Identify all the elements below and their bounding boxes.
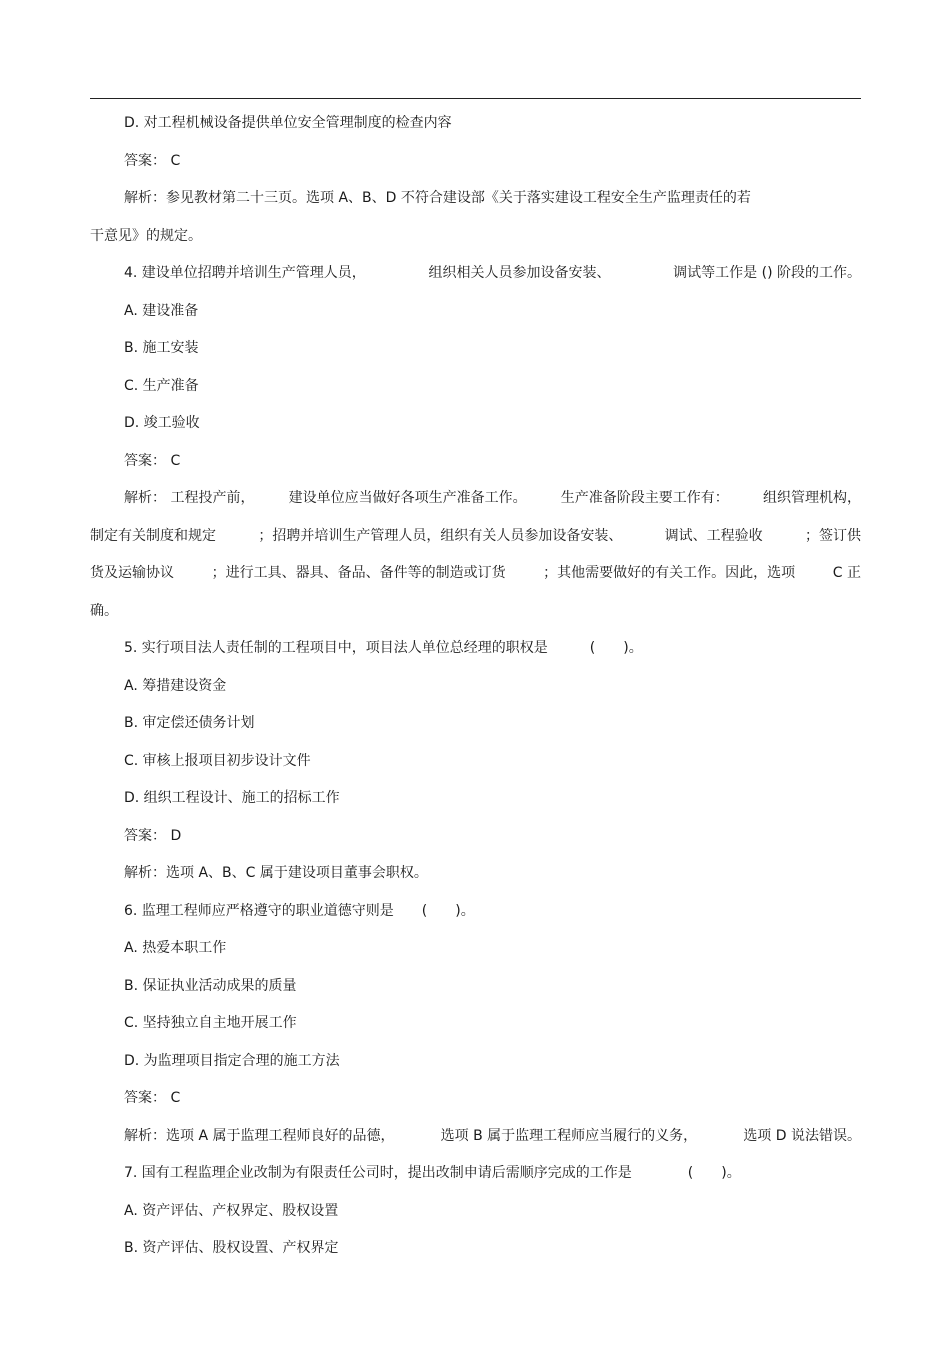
text-line: B. 资产评估、股权设置、产权界定 xyxy=(124,1240,339,1256)
text-line: D. 对工程机械设备提供单位安全管理制度的检查内容 xyxy=(124,115,452,131)
text-line: 答案： C xyxy=(124,1090,181,1106)
header-rule xyxy=(90,98,861,99)
text-line: 5. 实行项目法人责任制的工程项目中，项目法人单位总经理的职权是 ( )。 xyxy=(124,640,643,656)
text-line: 7. 国有工程监理企业改制为有限责任公司时，提出改制申请后需顺序完成的工作是 ( )。 xyxy=(124,1165,741,1181)
text-segment: 货及运输协议 xyxy=(90,565,174,581)
text-segment: 调试、工程验收 xyxy=(664,527,763,544)
text-line: C. 坚持独立自主地开展工作 xyxy=(124,1015,297,1031)
text-line: D. 组织工程设计、施工的招标工作 xyxy=(124,790,340,806)
text-line: A. 筹措建设资金 xyxy=(124,677,227,694)
text-line: B. 保证执业活动成果的质量 xyxy=(124,977,297,994)
text-segment: 制定有关制度和规定 xyxy=(90,527,216,544)
text-line xyxy=(90,1118,861,1156)
text-segment: 生产准备阶段主要工作有： xyxy=(560,490,729,506)
text-line xyxy=(90,555,861,593)
text-line: C. 生产准备 xyxy=(124,377,199,394)
text-segment: 4. 建设单位招聘并培训生产管理人员， xyxy=(124,265,366,281)
text-line: A. 热爱本职工作 xyxy=(124,940,227,956)
text-segment: 调试等工作是 () 阶段的工作。 xyxy=(673,265,861,281)
text-line: 干意见》的规定。 xyxy=(90,227,202,244)
text-line: 解析：参见教材第二十三页。选项 A、B、D 不符合建设部《关于落实建设工程安全生产监理责任的若 xyxy=(124,190,751,206)
text-segment: ；招聘并培训生产管理人员，组织有关人员参加设备安装、 xyxy=(258,527,623,544)
text-segment: 组织相关人员参加设备安装、 xyxy=(428,265,611,281)
text-line xyxy=(90,480,861,518)
text-line xyxy=(90,255,861,293)
text-segment: 选项 B 属于监理工程师应当履行的义务， xyxy=(440,1127,698,1144)
text-segment: 选项 D 说法错误。 xyxy=(743,1127,861,1144)
text-segment: ；其他需要做好的有关工作。因此，选项 xyxy=(543,565,796,581)
document-body xyxy=(90,105,861,1268)
text-line: 答案： C xyxy=(124,452,181,469)
text-segment: C 正 xyxy=(832,565,861,581)
text-line: D. 为监理项目指定合理的施工方法 xyxy=(124,1052,340,1069)
text-line xyxy=(90,518,861,556)
text-segment: 解析：选项 A 属于监理工程师良好的品德， xyxy=(124,1127,395,1144)
text-line: 答案： D xyxy=(124,827,182,844)
text-line: 确。 xyxy=(90,602,118,619)
text-line: A. 建设准备 xyxy=(124,302,199,319)
text-segment: 组织管理机构， xyxy=(762,490,861,506)
text-line: B. 审定偿还债务计划 xyxy=(124,715,255,731)
text-segment: 解析： 工程投产前， xyxy=(124,490,255,506)
text-line: C. 审核上报项目初步设计文件 xyxy=(124,752,311,769)
text-segment: 建设单位应当做好各项生产准备工作。 xyxy=(288,490,527,506)
text-line: A. 资产评估、产权界定、股权设置 xyxy=(124,1202,339,1219)
text-line: D. 竣工验收 xyxy=(124,415,200,431)
text-segment: ；进行工具、器具、备品、备件等的制造或订货 xyxy=(211,565,506,581)
text-segment: ；签订供 xyxy=(804,527,861,544)
text-line: B. 施工安装 xyxy=(124,340,199,356)
text-line: 答案： C xyxy=(124,152,181,169)
text-line: 解析：选项 A、B、C 属于建设项目董事会职权。 xyxy=(124,865,428,881)
text-line: 6. 监理工程师应严格遵守的职业道德守则是 ( )。 xyxy=(124,902,475,919)
